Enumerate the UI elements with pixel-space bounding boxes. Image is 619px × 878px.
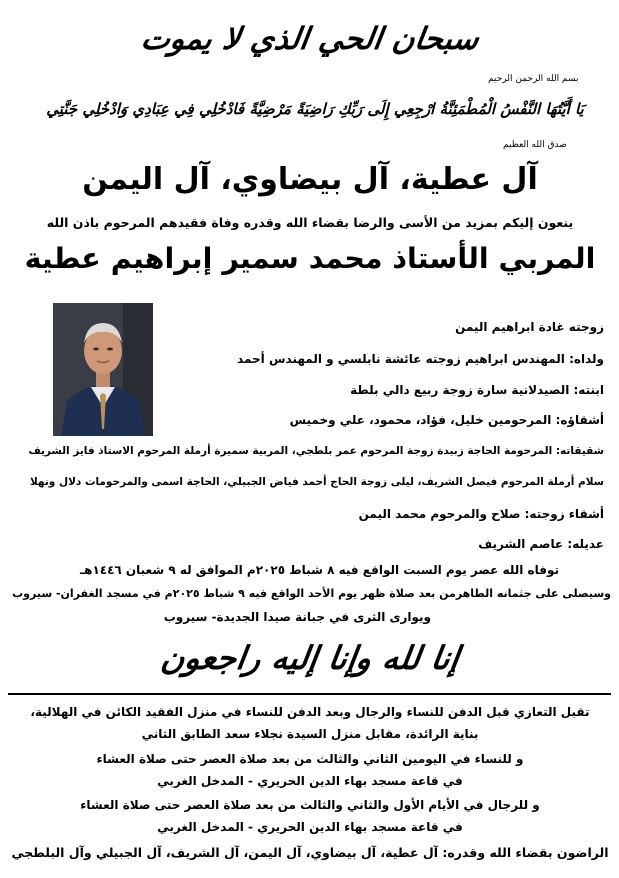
relative-brother-in-law: عديله: عاصم الشريف (478, 537, 604, 551)
relative-wife: زوجته غادة ابراهيم اليمن (455, 320, 604, 334)
inna-calligraphy: إنا لله وإنا إليه راجعون (158, 639, 462, 677)
deceased-photo (53, 303, 153, 436)
condolence-line: تقبل التعازي قبل الدفن للنساء والرجال وبعد الدفن للنساء في منزل الفقيد الكائن في الهلالية، (30, 705, 590, 719)
relative-wife-brothers: أشقاء زوجته: صلاح والمرحوم محمد اليمن (358, 507, 604, 521)
condolence-line: في قاعة مسجد بهاء الدين الحريري - المدخل الغربي (157, 820, 463, 834)
prayer-info: وسيصلى على جثمانه الطاهرمن بعد صلاة ظهر يوم الأحد الواقع فيه ٩ شباط ٢٠٢٥م في مسجد الغفران- سيروب (12, 587, 611, 600)
condolence-line: بناية الرائدة، مقابل منزل السيدة نجلاء سعد الطابق الثاني (141, 727, 479, 741)
relative-daughter: ابنته: الصيدلانية سارة زوجة ربيع دالي بلطة (350, 383, 604, 397)
condolence-line: و للنساء في اليومين الثاني والثالث من بعد صلاة العصر حتى صلاة العشاء (96, 752, 524, 766)
condolence-line: في قاعة مسجد بهاء الدين الحريري - المدخل الغربي (157, 774, 463, 788)
basmala: بسم الله الرحمن الرحيم (488, 74, 579, 84)
footer-families: الراضون بقضاء الله وقدره: آل عطية، آل بيضاوي، آل اليمن، آل الشريف، آل الجبيلي وآل البلطجي (11, 845, 609, 860)
announcement-line: ينعون إليكم بمزيد من الأسى والرضا بقضاء الله وقدره وفاة فقيدهم المرحوم باذن الله (46, 215, 574, 230)
relative-sisters-cont: سلام أرملة المرحوم فيصل الشريف، ليلى زوجة الحاج أحمد فياض الجبيلي، الحاجة اسمى والمرحومات دلال ونهلا (29, 476, 604, 488)
quran-verse: يَا أَيَّتُهَا النَّفْسُ الْمُطْمَئِنَّةُ ارْجِعِي إِلَى رَبِّكِ رَاضِيَةً مَرْضِيَّةً فَادْخُلِي فِي عِبَادِي وَادْخُلِي جَنَّتِي (46, 100, 584, 118)
death-date: توفاه الله عصر يوم السبت الواقع فيه ٨ شباط ٢٠٢٥م الموافق له ٩ شعبان ١٤٤٦هـ (80, 563, 559, 577)
burial-info: ويوارى الثرى في جبانة صيدا الجديدة- سيروب (163, 610, 431, 624)
relative-sons: ولداه: المهندس ابراهيم زوجته عائشة نابلسي و المهندس أحمد (237, 352, 604, 366)
condolence-line: و للرجال في الأيام الأول والثاني والثالث من بعد صلاة العصر حتى صلاة العشاء (80, 798, 540, 812)
sadaq-allah: صدق الله العظيم (503, 140, 567, 150)
families-title: آل عطية، آل بيضاوي، آل اليمن (82, 162, 538, 197)
relative-sisters: شقيقاته: المرحومة الحاجة زبيدة زوجة المرحوم عمر بلطجي، المربية سميرة أرملة المرحوم الاستاذ فايز الشريف (28, 445, 604, 457)
header-calligraphy: سبحان الحي الذي لا يموت (138, 21, 482, 57)
relative-brothers: أشقاؤه: المرحومين خليل، فؤاد، محمود، علي وخميس (289, 413, 604, 427)
section-divider (8, 693, 611, 695)
deceased-name: المربي الأستاذ محمد سمير إبراهيم عطية (24, 242, 596, 275)
portrait-image (53, 303, 153, 436)
